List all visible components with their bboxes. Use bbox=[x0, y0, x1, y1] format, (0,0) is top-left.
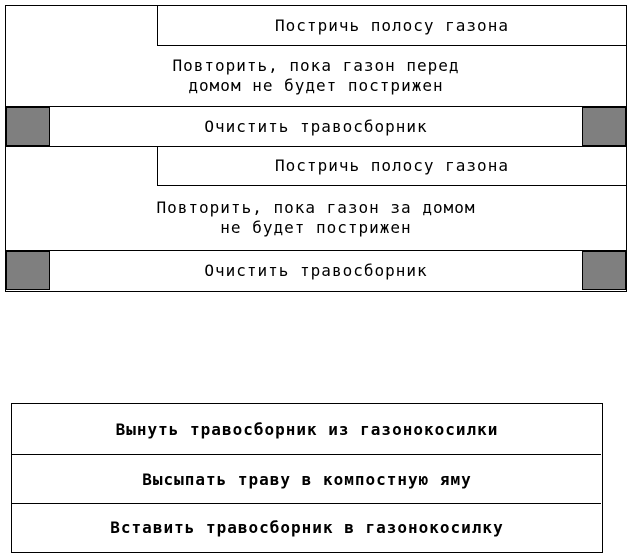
front-footer-action bbox=[50, 107, 582, 146]
structogram bbox=[5, 5, 627, 292]
back-footer-right-block bbox=[582, 251, 626, 290]
procedure-box bbox=[11, 403, 603, 553]
procedure-step bbox=[12, 455, 602, 503]
front-footer-left-block bbox=[6, 107, 50, 146]
back-inner-action-text: Постричь полосу газона bbox=[275, 156, 509, 175]
procedure-step bbox=[12, 504, 602, 551]
back-inner-action bbox=[158, 147, 626, 185]
back-footer-left-block bbox=[6, 251, 50, 290]
back-loop-condition bbox=[6, 186, 626, 250]
procedure-step bbox=[12, 404, 602, 454]
back-footer-action-text: Очистить травосборник bbox=[204, 260, 428, 280]
front-loop-condition-text: Повторить, пока газон перед домом не будет пострижен bbox=[172, 56, 460, 95]
front-loop-condition bbox=[6, 46, 626, 106]
procedure-step-text: Высыпать траву в компостную яму bbox=[142, 469, 472, 489]
front-inner-action bbox=[158, 6, 626, 45]
procedure-step-text: Вставить травосборник в газонокосилку bbox=[110, 518, 504, 537]
front-footer-action-text: Очистить травосборник bbox=[204, 116, 428, 136]
back-loop-condition-text: Повторить, пока газон за домом не будет пострижен bbox=[156, 198, 476, 237]
front-footer-right-block bbox=[582, 107, 626, 146]
back-footer-action bbox=[50, 251, 582, 290]
front-inner-action-text: Постричь полосу газона bbox=[275, 15, 509, 35]
procedure-step-text: Вынуть травосборник из газонокосилки bbox=[115, 419, 499, 439]
